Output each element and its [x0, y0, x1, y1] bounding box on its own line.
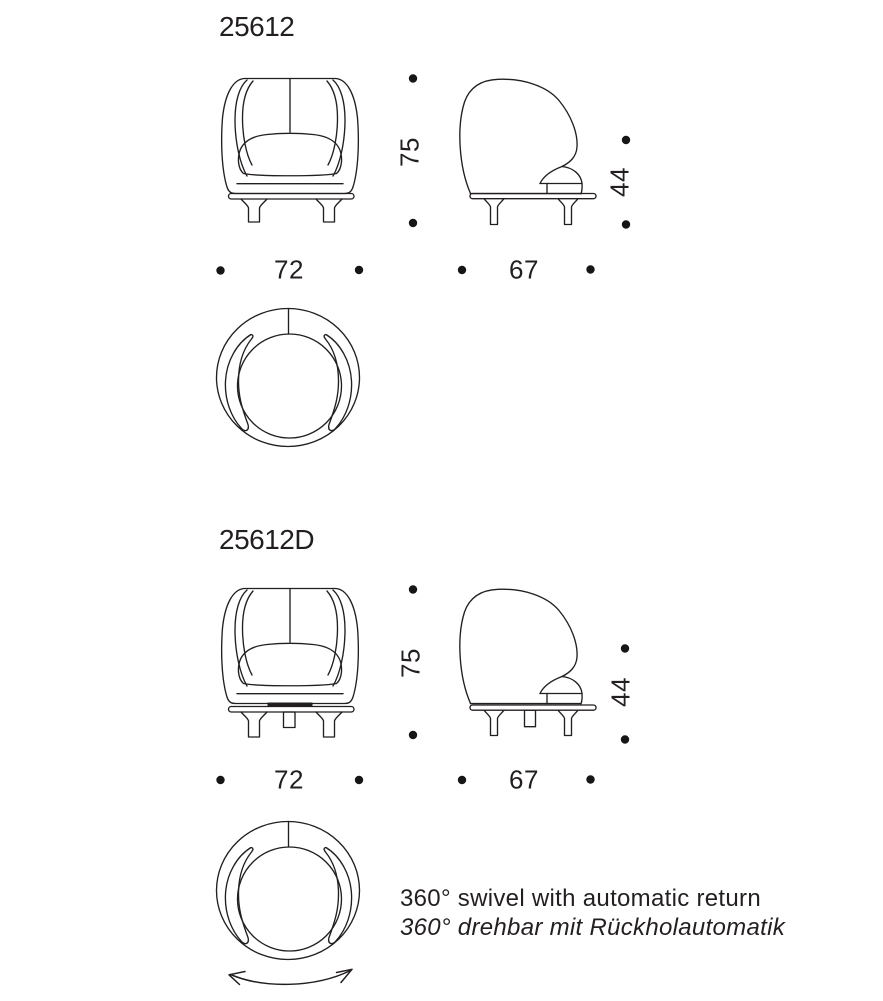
- seat-height-dimension-25612: 44: [604, 167, 635, 197]
- depth-dimension-25612D: 67: [509, 764, 539, 795]
- depth-dimension-25612: 67: [509, 254, 539, 285]
- seat-height-dimension-25612D: 44: [605, 677, 636, 707]
- height-dimension-25612: 75: [394, 137, 425, 167]
- model-number-25612: 25612: [219, 11, 295, 42]
- swivel-caption-german: 360° drehbar mit Rückholautomatik: [400, 914, 786, 941]
- swivel-captions: [400, 884, 785, 942]
- swivel-caption-english: 360° swivel with automatic return: [400, 885, 761, 912]
- height-dimension-25612D: 75: [395, 648, 426, 678]
- side-view-25612D: [460, 589, 596, 735]
- top-view-25612D: [217, 822, 360, 960]
- model-number-25612D: 25612D: [219, 524, 315, 555]
- swivel-plate: [268, 703, 313, 707]
- top-view-25612: [217, 309, 360, 447]
- width-dimension-25612D: 72: [274, 764, 304, 795]
- side-view-25612: [460, 79, 596, 224]
- width-dimension-25612: 72: [274, 254, 304, 285]
- swivel-arrow: [229, 969, 352, 984]
- front-view-25612: [222, 79, 359, 223]
- dimension-dots-25612: [216, 74, 630, 274]
- dimension-dots-25612D: [216, 585, 629, 784]
- front-view-25612D: [222, 589, 359, 738]
